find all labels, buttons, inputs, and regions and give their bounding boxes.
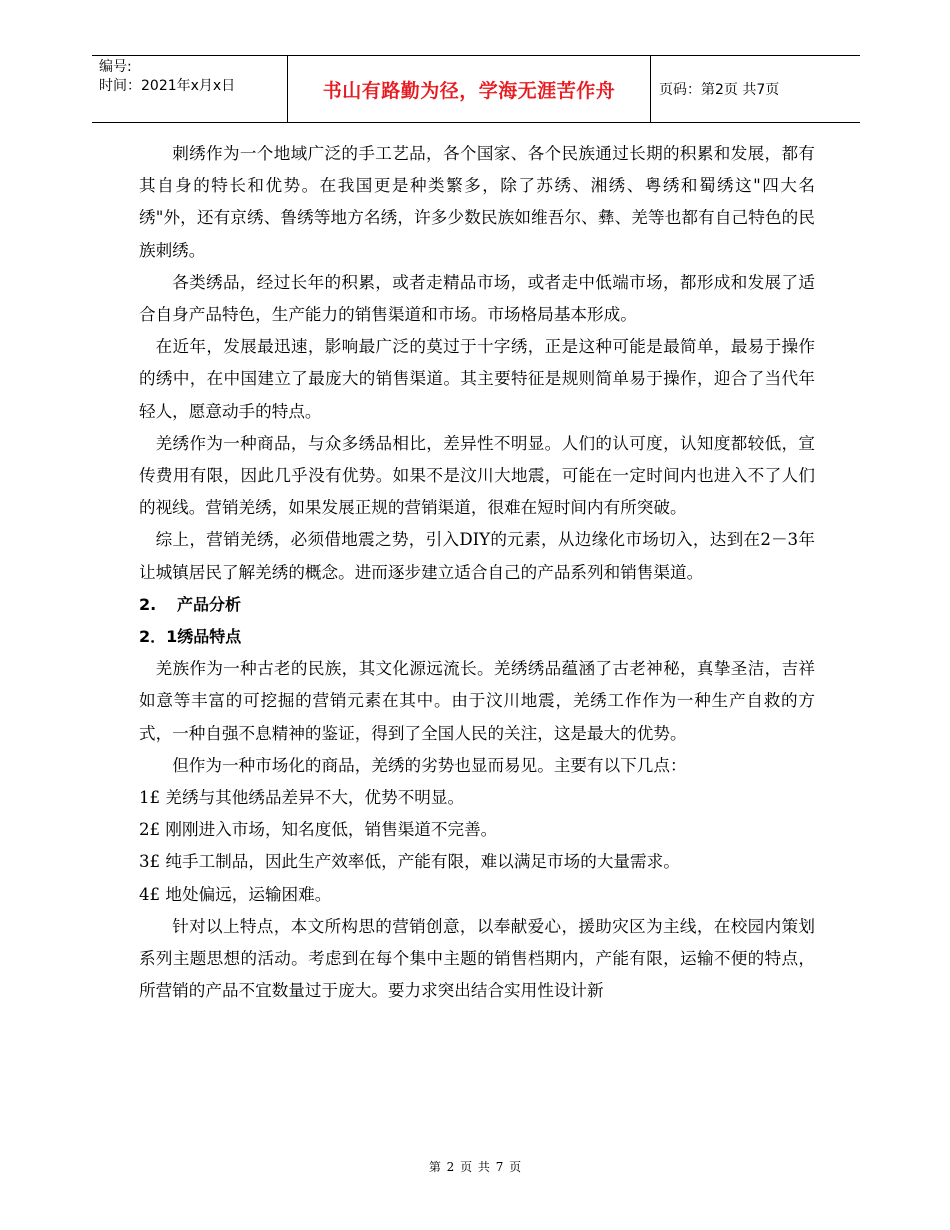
document-number-label: 编号: — [99, 59, 132, 75]
section-number: 2. — [139, 594, 157, 614]
body-paragraph: 但作为一种市场化的商品，羌绣的劣势也显而易见。主要有以下几点： — [172, 755, 687, 775]
section-heading — [139, 589, 815, 621]
body-paragraph: 针对以上特点，本文所构思的营销创意，以奉献爱心，援助灾区为主线，在校园内策划系列主题思想的活动。考虑到在每个集中主题的销售档期内，产能有限，运输不便的特点，所营销的产品不宜数量过于庞大。要力求突出结合实用性设计新 — [139, 916, 815, 1001]
page-footer: 第 2 页 共 7 页 — [428, 1160, 522, 1174]
body-paragraph: 羌绣作为一种商品，与众多绣品相比，差异性不明显。人们的认可度，认知度都较低，宣传费用有限，因此几乎没有优势。如果不是汶川大地震，可能在一定时间内也进入不了人们的视线。营销羌绣，如果发展正规的营销渠道，很难在短时间内有所突破。 — [139, 433, 815, 518]
list-item: 4£ 地处偏远，运输困难。 — [139, 884, 332, 904]
body-paragraph: 综上，营销羌绣，必须借地震之势，引入DIY的元素，从边缘化市场切入，达到在2－3年让城镇居民了解羌绣的概念。进而逐步建立适合自己的产品系列和销售渠道。 — [139, 530, 815, 582]
section-title: 产品分析 — [177, 594, 242, 614]
header-page-info: 页码：第2页 共7页 — [659, 82, 780, 98]
subsection-heading: 2．1绣品特点 — [139, 627, 242, 647]
list-item: 3£ 纯手工制品，因此生产效率低，产能有限，难以满足市场的大量需求。 — [139, 852, 680, 872]
list-item: 1£ 羌绣与其他绣品差异不大，优势不明显。 — [139, 788, 465, 808]
document-date: 时间：2021年x月x日 — [99, 78, 236, 94]
header-motto: 书山有路勤为径，学海无涯苦作舟 — [287, 56, 651, 122]
list-item: 2£ 刚刚进入市场，知名度低，销售渠道不完善。 — [139, 820, 498, 840]
page-header — [92, 55, 860, 123]
document-body — [139, 138, 815, 1007]
body-paragraph: 羌族作为一种古老的民族，其文化源远流长。羌绣绣品蕴涵了古老神秘，真挚圣洁，吉祥如意等丰富的可挖掘的营销元素在其中。由于汶川地震，羌绣工作作为一种生产自救的方式，一种自强不息精神的鉴证，得到了全国人民的关注，这是最大的优势。 — [139, 659, 815, 743]
body-paragraph: 各类绣品，经过长年的积累，或者走精品市场，或者走中低端市场，都形成和发展了适合自身产品特色，生产能力的销售渠道和市场。市场格局基本形成。 — [139, 272, 815, 325]
header-meta — [92, 56, 287, 122]
body-paragraph: 在近年，发展最迅速，影响最广泛的莫过于十字绣，正是这种可能是最简单，最易于操作的绣中，在中国建立了最庞大的销售渠道。其主要特征是规则简单易于操作，迎合了当代年轻人，愿意动手的特点。 — [139, 337, 815, 421]
body-paragraph: 刺绣作为一个地域广泛的手工艺品，各个国家、各个民族通过长期的积累和发展，都有其自身的特长和优势。在我国更是种类繁多，除了苏绣、湘绣、粤绣和蜀绣这"四大名绣"外，还有京绣、鲁绣等地方名绣，许多少数民族如维吾尔、彝、羌等也都有自己特色的民族刺绣。 — [139, 144, 815, 260]
